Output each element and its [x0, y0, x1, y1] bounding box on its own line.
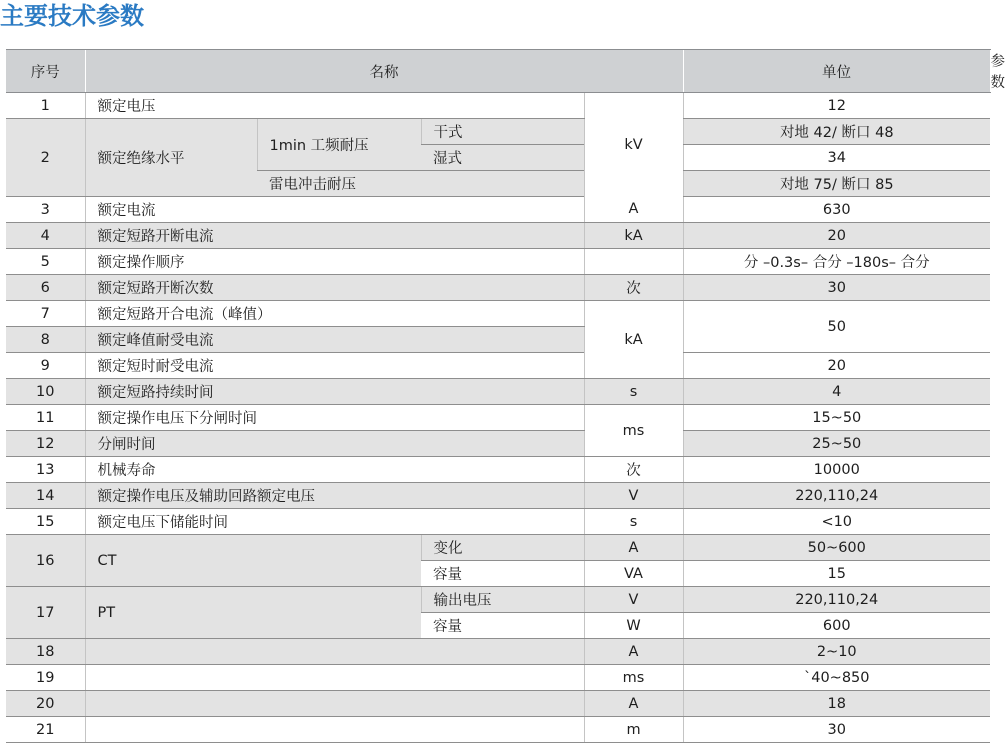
row-name: 额定操作顺序	[85, 249, 584, 275]
row-value: 50	[683, 301, 990, 353]
row-name: 额定短路持续时间	[85, 379, 584, 405]
table-header-row: 序号 名称 单位 参数	[6, 50, 990, 93]
row-no: 3	[6, 197, 85, 223]
row-no: 21	[6, 717, 85, 743]
row-no: 12	[6, 431, 85, 457]
row-no: 18	[6, 639, 85, 665]
row-no: 9	[6, 353, 85, 379]
row-value: 12	[683, 93, 990, 119]
table-row	[6, 405, 990, 431]
table-row	[6, 223, 990, 249]
row-no: 14	[6, 483, 85, 509]
row-unit: 次	[584, 457, 683, 483]
table-row	[6, 301, 990, 327]
row-no: 20	[6, 691, 85, 717]
row-value: 50~600	[683, 535, 990, 561]
row-no: 8	[6, 327, 85, 353]
row-subtype-dry: 干式	[421, 119, 584, 145]
row-no: 6	[6, 275, 85, 301]
row-no: 19	[6, 665, 85, 691]
row-unit: s	[584, 379, 683, 405]
row-name	[85, 691, 584, 717]
table-row	[6, 275, 990, 301]
row-name: 额定短路开断电流	[85, 223, 584, 249]
row-no: 4	[6, 223, 85, 249]
table-row	[6, 691, 990, 717]
row-unit: A	[584, 639, 683, 665]
row-value: 15	[683, 561, 990, 587]
row-name: CT	[85, 535, 421, 587]
header-no: 序号	[6, 50, 85, 93]
row-name: 额定短路开合电流（峰值）	[85, 301, 584, 327]
row-name: 额定电压下储能时间	[85, 509, 584, 535]
row-value: 2~10	[683, 639, 990, 665]
row-unit: ms	[584, 665, 683, 691]
row-unit: A	[584, 535, 683, 561]
row-name: 额定短时耐受电流	[85, 353, 584, 379]
row-unit: s	[584, 509, 683, 535]
row-value: 对地 42/ 断口 48	[683, 119, 990, 145]
row-unit: V	[584, 483, 683, 509]
row-no: 5	[6, 249, 85, 275]
row-value: 30	[683, 717, 990, 743]
row-no: 13	[6, 457, 85, 483]
row-value: 630	[683, 197, 990, 223]
row-subname: 1min 工频耐压	[257, 119, 421, 171]
row-unit: W	[584, 613, 683, 639]
row-no: 7	[6, 301, 85, 327]
row-unit: VA	[584, 561, 683, 587]
row-name: 额定电压	[85, 93, 584, 119]
row-no: 1	[6, 93, 85, 119]
row-name: 机械寿命	[85, 457, 584, 483]
row-unit: kA	[584, 301, 683, 379]
row-subtype-wet: 湿式	[421, 145, 584, 171]
row-unit: A	[584, 691, 683, 717]
row-subname: 变化	[421, 535, 584, 561]
row-value: 20	[683, 353, 990, 379]
row-value: 25~50	[683, 431, 990, 457]
row-subname: 容量	[421, 561, 584, 587]
row-subname: 容量	[421, 613, 584, 639]
row-unit: ms	[584, 405, 683, 457]
row-name	[85, 665, 584, 691]
row-unit: 次	[584, 275, 683, 301]
row-value: 4	[683, 379, 990, 405]
row-value: 对地 75/ 断口 85	[683, 171, 990, 197]
row-name: 额定操作电压下分闸时间	[85, 405, 584, 431]
table-row	[6, 509, 990, 535]
row-value: `40~850	[683, 665, 990, 691]
table-row	[6, 535, 990, 561]
row-value: 600	[683, 613, 990, 639]
table-row	[6, 119, 990, 145]
table-row	[6, 353, 990, 379]
row-no: 16	[6, 535, 85, 587]
row-value: <10	[683, 509, 990, 535]
table-row	[6, 379, 990, 405]
row-name: 分闸时间	[85, 431, 584, 457]
tech-params-table	[6, 49, 1005, 743]
row-value: 220,110,24	[683, 483, 990, 509]
row-no: 2	[6, 119, 85, 197]
table-row	[6, 457, 990, 483]
row-name: 额定电流	[85, 197, 584, 223]
table-row	[6, 717, 990, 743]
row-no: 17	[6, 587, 85, 639]
row-name	[85, 717, 584, 743]
row-unit: kA	[584, 223, 683, 249]
row-name: PT	[85, 587, 421, 639]
row-no: 15	[6, 509, 85, 535]
row-no: 11	[6, 405, 85, 431]
row-unit	[584, 249, 683, 275]
row-name: 额定操作电压及辅助回路额定电压	[85, 483, 584, 509]
row-value: 18	[683, 691, 990, 717]
row-name: 额定短路开断次数	[85, 275, 584, 301]
row-value: 10000	[683, 457, 990, 483]
row-subname: 雷电冲击耐压	[257, 171, 584, 197]
header-name: 名称	[85, 50, 683, 93]
row-unit: kV	[584, 93, 683, 197]
row-value: 20	[683, 223, 990, 249]
page-title: 主要技术参数	[0, 2, 144, 30]
row-unit: A	[584, 197, 683, 223]
row-value: 30	[683, 275, 990, 301]
row-name	[85, 639, 584, 665]
header-unit: 单位	[683, 50, 990, 93]
row-unit: m	[584, 717, 683, 743]
row-no: 10	[6, 379, 85, 405]
row-value: 15~50	[683, 405, 990, 431]
table-row	[6, 665, 990, 691]
row-value: 分 –0.3s– 合分 –180s– 合分	[683, 249, 990, 275]
row-name: 额定绝缘水平	[85, 119, 257, 197]
table-row	[6, 483, 990, 509]
row-value: 220,110,24	[683, 587, 990, 613]
row-name: 额定峰值耐受电流	[85, 327, 584, 353]
table-row	[6, 587, 990, 613]
table-row	[6, 249, 990, 275]
table-row	[6, 431, 990, 457]
row-value: 34	[683, 145, 990, 171]
table-row	[6, 639, 990, 665]
table-row	[6, 93, 990, 119]
row-unit: V	[584, 587, 683, 613]
table-row	[6, 197, 990, 223]
row-subname: 输出电压	[421, 587, 584, 613]
